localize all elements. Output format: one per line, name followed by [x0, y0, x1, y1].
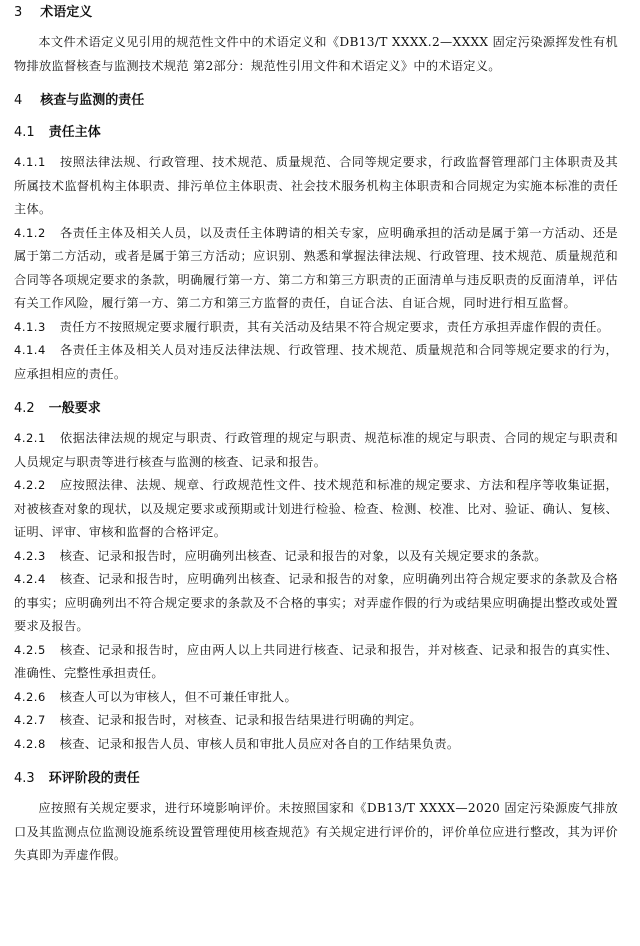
section-title: 一般要求 [48, 401, 101, 416]
clause-4-2-2 [14, 474, 618, 545]
clause-number: 4.2.5 [14, 642, 46, 657]
clause-4-2-1 [14, 427, 618, 474]
section-3-heading [14, 4, 618, 22]
clause-text: 核查、记录和报告时，对核查、记录和报告结果进行明确的判定。 [59, 713, 422, 727]
clause-text: 核查、记录和报告时，应明确列出核查、记录和报告的对象，应明确列出符合规定要求的条款及合格的事实；应明确列出不符合规定要求的条款及不合格的事实；对弄虚作假的行为或结果应明确提出整改或处置要求及报告。 [14, 572, 618, 633]
clause-number: 4.2.8 [14, 736, 46, 751]
section-title: 责任主体 [48, 125, 101, 140]
clause-number: 4.1.2 [14, 225, 46, 240]
clause-text: 责任方不按照规定要求履行职责，其有关活动及结果不符合规定要求，责任方承担弄虚作假的责任。 [59, 319, 610, 334]
clause-4-2-3 [14, 545, 618, 569]
clause-text: 各责任主体及相关人员，以及责任主体聘请的相关专家，应明确承担的活动是属于第一方活动、还是属于第二方活动，或者是属于第三方活动；应识别、熟悉和掌握法律法规、行政管理、技术规范、质量规范和合同等各项规定要求的条款，明确履行第一方、第二方和第三方职责的正面清单与违反职责的反面清单，评估有关工作风险，履行第一方、第二方和第三方监督的责任，自证合法、自证合规，同时进行相互监督。 [14, 225, 618, 310]
clause-text: 核查、记录和报告时，应明确列出核查、记录和报告的对象，以及有关规定要求的条款。 [59, 548, 547, 563]
section-4-2-heading [14, 400, 618, 418]
clause-number: 4.2.7 [14, 713, 46, 727]
clause-4-2-8 [14, 733, 618, 757]
clause-4-2-5 [14, 639, 618, 686]
section-title: 环评阶段的责任 [48, 771, 140, 786]
clause-4-2-6 [14, 686, 618, 710]
clause-4-1-2 [14, 222, 618, 316]
clause-text: 核查、记录和报告人员、审核人员和审批人员应对各自的工作结果负责。 [59, 736, 460, 751]
clause-4-2-7 [14, 709, 618, 733]
section-number: 4 [14, 93, 23, 108]
section-number: 3 [14, 5, 23, 20]
clause-text: 应按照法律、法规、规章、行政规范性文件、技术规范和标准的规定要求、方法和程序等收集证据，对被核查对象的现状，以及规定要求或预期或计划进行检验、检查、检测、校准、比对、验证、确认、复核、证明、评审、审核和监督的合格评定。 [14, 478, 618, 539]
clause-number: 4.1.1 [14, 155, 46, 169]
clause-number: 4.1.3 [14, 319, 46, 334]
section-3-body: 本文件术语定义见引用的规范性文件中的术语定义和《DB13/T XXXX.2—XXXX 固定污染源挥发性有机物排放监督核查与监测技术规范 第2部分：规范性引用文件和术语定义》中的术语定义。 [14, 35, 618, 73]
section-4-3-body: 应按照有关规定要求，进行环境影响评价。未按照国家和《DB13/T XXXX—2020 固定污染源废气排放口及其监测点位监测设施系统设置管理使用核查规范》有关规定进行评价的，评价单位应进行整改，其为评价失真即为弄虚作假。 [14, 801, 618, 862]
clause-text: 核查、记录和报告时，应由两人以上共同进行核查、记录和报告，并对核查、记录和报告的真实性、准确性、完整性承担责任。 [14, 642, 618, 680]
clause-4-2-4 [14, 568, 618, 639]
clause-number: 4.2.4 [14, 572, 46, 586]
clause-text: 依据法律法规的规定与职责、行政管理的规定与职责、规范标准的规定与职责、合同的规定与职责和人员规定与职责等进行核查与监测的核查、记录和报告。 [14, 431, 618, 469]
clause-number: 4.2.1 [14, 431, 46, 445]
clause-4-1-3 [14, 316, 618, 340]
section-number: 4.1 [14, 125, 35, 140]
section-4-3-heading [14, 770, 618, 788]
clause-text: 各责任主体及相关人员对违反法律法规、行政管理、技术规范、质量规范和合同等规定要求的行为，应承担相应的责任。 [14, 343, 618, 381]
section-title: 术语定义 [40, 5, 93, 20]
section-number: 4.2 [14, 401, 35, 416]
clause-number: 4.2.3 [14, 548, 46, 563]
clause-4-1-4 [14, 339, 618, 386]
clause-text: 按照法律法规、行政管理、技术规范、质量规范、合同等规定要求，行政监督管理部门主体职责及其所属技术监督机构主体职责、排污单位主体职责、社会技术服务机构主体职责和合同规定为实施本标准的责任主体。 [14, 155, 618, 216]
clause-4-1-1 [14, 151, 618, 222]
clause-number: 4.2.6 [14, 689, 46, 704]
section-number: 4.3 [14, 771, 35, 786]
section-title: 核查与监测的责任 [40, 93, 145, 108]
section-4-heading [14, 92, 618, 110]
clause-text: 核查人可以为审核人，但不可兼任审批人。 [59, 689, 298, 704]
clause-number: 4.2.2 [14, 478, 46, 492]
section-4-1-heading [14, 124, 618, 142]
clause-number: 4.1.4 [14, 343, 46, 357]
